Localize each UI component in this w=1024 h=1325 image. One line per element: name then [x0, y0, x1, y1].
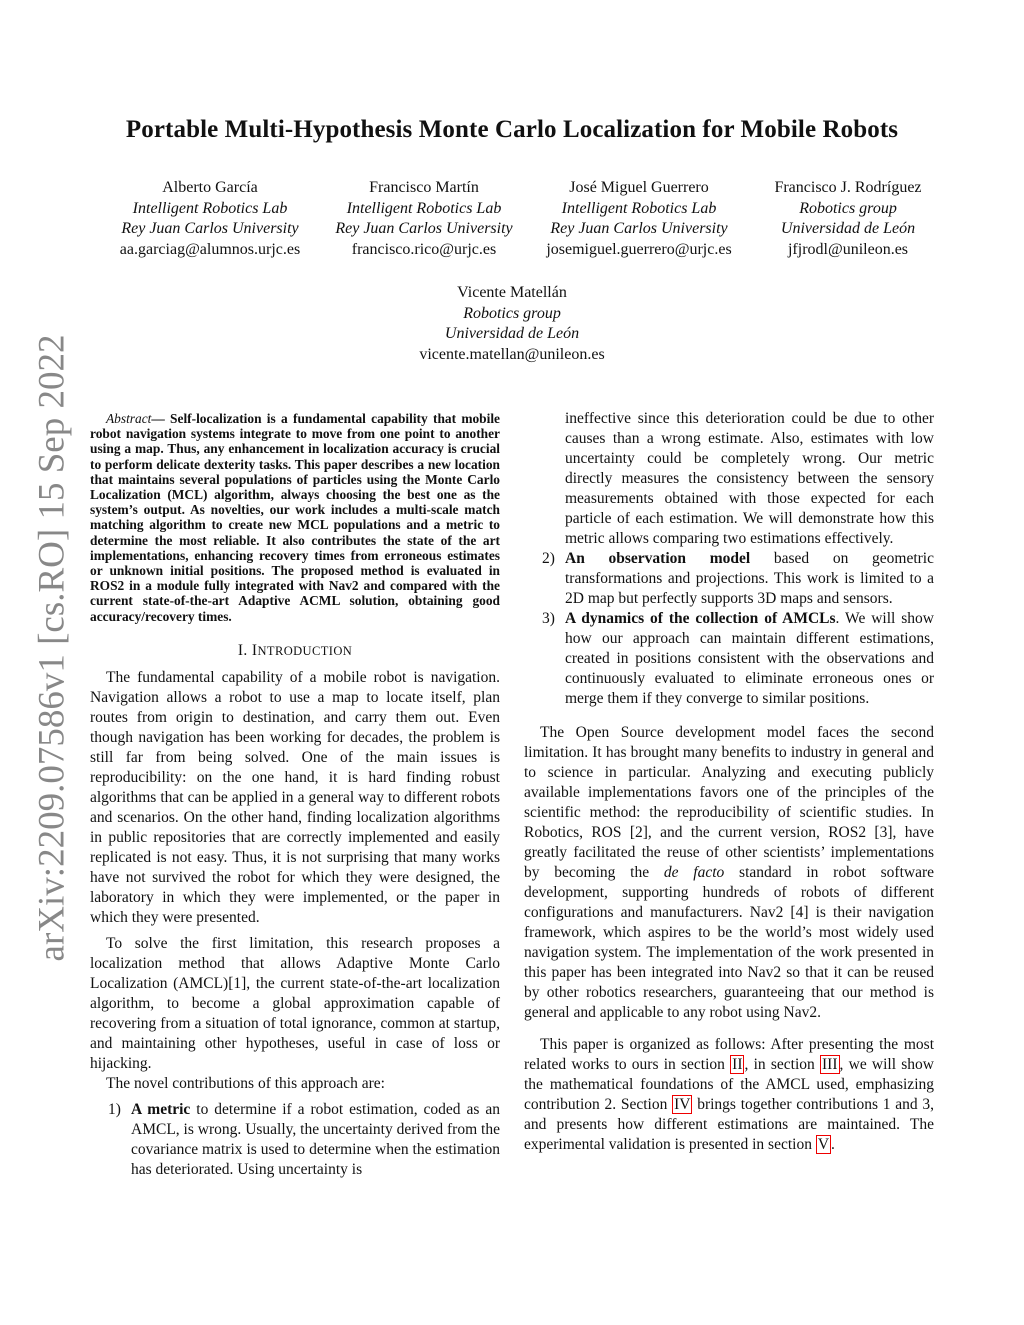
author-4 [733, 178, 963, 260]
author-org: Universidad de León [780, 220, 916, 237]
contribution-title: A dynamics of the collection of AMCLs [565, 610, 836, 627]
section-link-ii[interactable]: II [732, 1056, 743, 1073]
arxiv-stamp: arXiv:2209.07586v1 [cs.RO] 15 Sep 2022 [31, 334, 73, 962]
author-lab: Intelligent Robotics Lab [561, 199, 717, 217]
author-org: Rey Juan Carlos University [335, 220, 513, 237]
contribution-number: 3) [542, 610, 555, 627]
paper-title: Portable Multi-Hypothesis Monte Carlo Localization for Mobile Robots [125, 116, 899, 143]
paragraph-text: standard in robot software development, supporting hundreds of robots of different configurations and manufacturers. Nav2 [4] is their navigation framework, which aspires to be the world’s most widely used navigation system. The implementation of the work presented in this paper has been integrated into Nav2 so that it can be reused by other robotics researchers, guaranteeing that our method is general and applicable to any robot using Nav2. [524, 864, 935, 1021]
author-1 [95, 178, 325, 260]
contribution-text: to determine if a robot estimation, coded as an AMCL, is wrong. Usually, the uncertainty derived from the covariance matrix is used to determine when the estimation has deteriorated. Using uncertainty is [131, 1100, 500, 1178]
author-email: vicente.matellan@unileon.es [419, 345, 605, 363]
paragraph-text: , in section [744, 1056, 821, 1073]
paragraph-text: The Open Source development model faces the second limitation. It has brought many benefits to industry in general and to science in particular. Analyzing and executing publicly available implementations favors one of the principles of the scientific method: the reproducibility of scientific studies. In Robotics, ROS [2], and the current version, ROS2 [3], have greatly facilitated the reuse of other scientists’ implementations by becoming the [524, 724, 934, 881]
author-email: josemiguel.guerrero@urjc.es [546, 240, 732, 258]
author-name: José Miguel Guerrero [569, 179, 709, 196]
author-email: francisco.rico@urjc.es [351, 240, 497, 258]
author-org: Universidad de León [444, 325, 580, 342]
paragraph-text: brings together contributions 1 and 3, and presents how different estimations are maintained. The experimental validation is presented in section [524, 1096, 934, 1153]
abstract [90, 411, 500, 624]
de-facto-term: de facto [663, 864, 725, 881]
contribution-3 [524, 609, 934, 709]
author-email: jfjrodl@unileon.es [787, 240, 909, 258]
author-lab: Intelligent Robotics Lab [346, 199, 502, 217]
paragraph-text: . [831, 1136, 835, 1153]
author-3 [524, 178, 754, 260]
paragraph-text: This paper is organized as follows: After presenting the most related works to ours in section [524, 1036, 934, 1073]
author-2 [309, 178, 539, 260]
contribution-title: A metric [131, 1100, 191, 1118]
contribution-text: ineffective since this deterioration could be due to other causes than a wrong estimate. Also, estimates with low uncertainty could be completely wrong. Our metric directly measures the consistency between the sensory measurements obtained with those expected for each particle of each estimation. We will demonstrate how this metric allows comparing two estimations effectively. [565, 410, 934, 547]
contribution-number: 2) [542, 550, 555, 567]
contribution-text: based on geometric transformations and projections. This work is limited to a 2D map but perfectly supports 3D maps and sensors. [565, 550, 934, 607]
contribution-number: 1) [108, 1100, 121, 1118]
author-lab: Intelligent Robotics Lab [132, 199, 288, 217]
section-link-iv[interactable]: IV [674, 1096, 691, 1113]
open-source-paragraph [524, 723, 934, 1023]
author-name: Alberto García [162, 179, 258, 196]
author-lab: Robotics group [799, 199, 897, 217]
organization-paragraph [524, 1035, 934, 1155]
author-org: Rey Juan Carlos University [121, 220, 299, 237]
paragraph-text: , we will show the mathematical foundations of the AMCL used, emphasizing contribution 2. Section [524, 1056, 934, 1113]
contribution-1-continued [524, 409, 934, 549]
contribution-text: . We will show how our approach can maintain different estimations, created in positions consistent with the observations and continuously evaluated to eliminate erroneous ones or merge them if they converge to similar positions. [565, 610, 934, 707]
contribution-1 [90, 1100, 500, 1180]
contribution-title: An observation model [565, 550, 751, 567]
intro-paragraph-3: The novel contributions of this approach are: [106, 1074, 385, 1092]
author-name: Francisco J. Rodríguez [774, 179, 922, 196]
intro-paragraph-2: To solve the first limitation, this research proposes a localization method that allows Adaptive Monte Carlo Localization (AMCL)[1], the current state-of-the-art localization algorithm, to become a global approximation capable of recovering from a situation of total ignorance, common at startup, and maintaining other hypotheses, useful in case of loss or hijacking. [90, 934, 500, 1072]
intro-paragraph-1: The fundamental capability of a mobile robot is navigation. Navigation allows a robot to use a map to locate itself, plan routes from origin to destination, and carry them out. Even though navigation has been working for decades, the problem is still far from being solved. One of the main issues is reproducibility: on the one hand, it is hard finding robust algorithms that can be applied in a general way to different robots and scenarios. On the other hand, finding localization algorithms in public repositories that are correctly implemented and easily replicated is not easy. Thus, it is not surprising that many works have not survived the robot for which they were designed, the laboratory in which they were implemented, or the paper in which they were presented. [90, 668, 500, 926]
section-link-v[interactable]: V [817, 1136, 830, 1153]
author-email: aa.garciag@alumnos.urjc.es [119, 240, 301, 258]
author-5 [397, 283, 627, 365]
right-column [524, 409, 934, 1155]
author-name: Vicente Matellán [457, 284, 567, 301]
author-org: Rey Juan Carlos University [550, 220, 728, 237]
contribution-2 [524, 549, 934, 609]
abstract-text: — Self-localization is a fundamental capability that mobile robot navigation systems integrate to move from one point to another using a map. Thus, any enhancement in localization accuracy is crucial to perform delicate dexterity tasks. This paper describes a new location that maintains several populations of particles using the Monte Carlo Localization (MCL) algorithm, always choosing the best one as the system’s output. As novelties, our work includes a multi-scale match matching algorithm to create new MCL populations and a metric to determine the most reliable. It also contributes the state of the art implementations, enhancing recovery times from erroneous estimates or unknown initial positions. The proposed method is evaluated in ROS2 in a module fully integrated with Nav2 and compared with the current state-of-the-art Adaptive ACML solution, obtaining good accuracy/recovery times. [90, 411, 500, 624]
author-name: Francisco Martín [369, 179, 479, 196]
section-link-iii[interactable]: III [822, 1056, 838, 1073]
abstract-label: Abstract [106, 411, 152, 426]
section-heading-introduction: I. INTRODUCTION [237, 641, 353, 659]
author-lab: Robotics group [463, 304, 561, 322]
left-column [90, 411, 500, 1180]
